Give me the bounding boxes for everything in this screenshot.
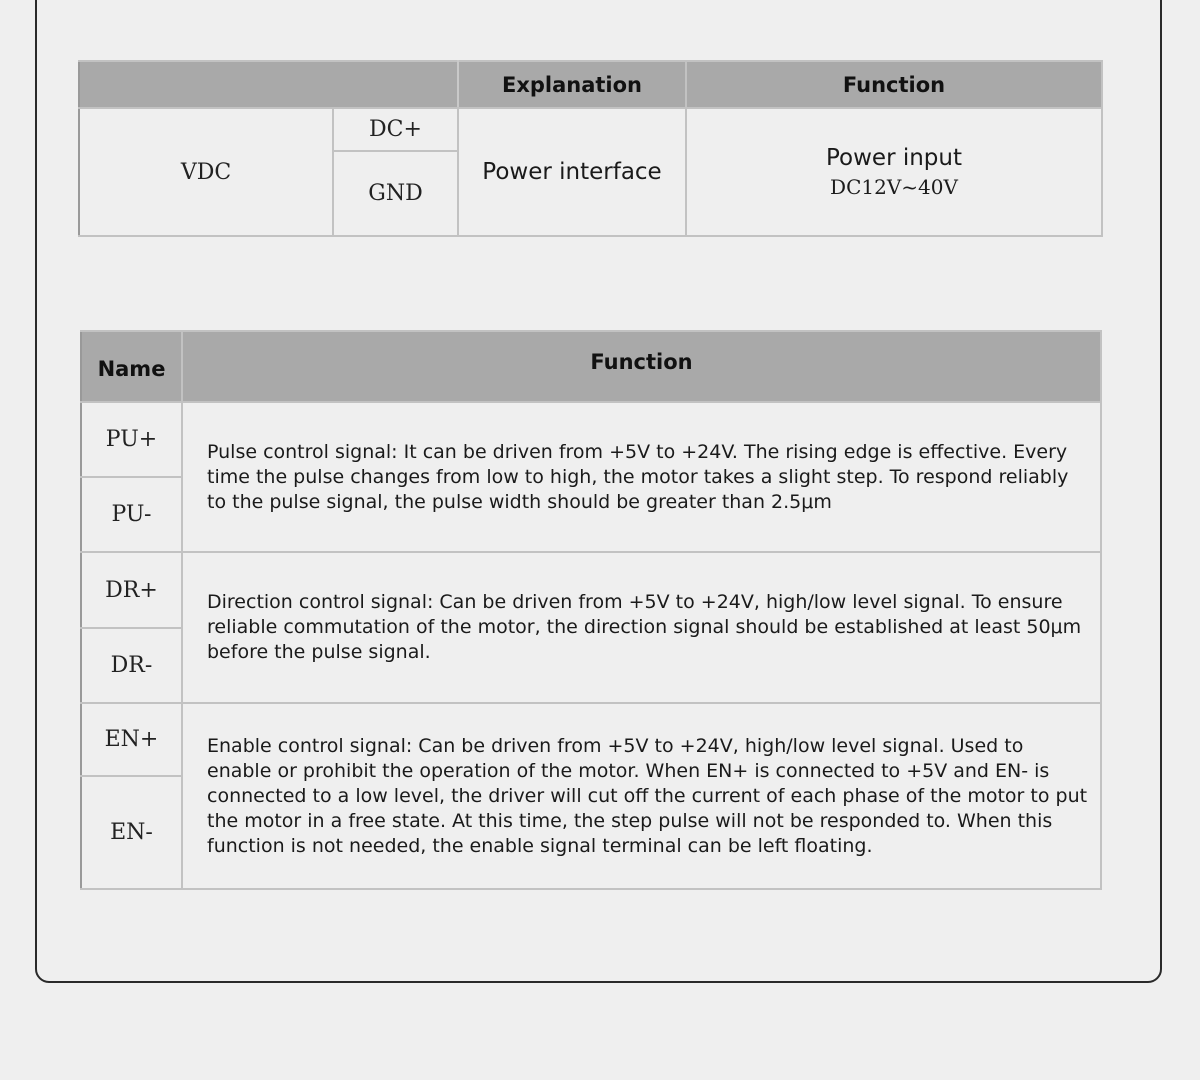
pin-dr-plus: DR+	[81, 552, 182, 628]
header-blank-cell	[79, 61, 458, 108]
pulse-description: Pulse control signal: It can be driven from +5V to +24V. The rising edge is effective. Every time the pulse changes from low to high, the motor takes a slight step. To respond reliably to the pulse signal, the pulse width should be greater than 2.5μm	[182, 402, 1101, 552]
header-explanation: Explanation	[458, 61, 686, 108]
power-function-title: Power input	[825, 145, 962, 171]
power-function-range: DC12V~40V	[830, 175, 958, 199]
signal-table	[80, 330, 1102, 890]
pin-en-plus: EN+	[81, 703, 182, 776]
signal-table-header-row	[81, 331, 1101, 402]
signal-row-direction	[81, 552, 1101, 628]
pin-pu-plus: PU+	[81, 402, 182, 477]
power-table-header-row	[79, 61, 1102, 108]
power-explanation: Power interface	[458, 108, 686, 236]
pin-en-minus: EN-	[81, 776, 182, 889]
signal-row-pulse	[81, 402, 1101, 477]
direction-description: Direction control signal: Can be driven from +5V to +24V, high/low level signal. To ensure reliable commutation of the motor, the direction signal should be established at least 50μm before the pulse signal.	[182, 552, 1101, 703]
power-row	[79, 108, 1102, 151]
header-signal-function: Function	[182, 331, 1101, 402]
pin-dr-minus: DR-	[81, 628, 182, 703]
power-table	[78, 60, 1103, 237]
pin-dc-plus: DC+	[333, 108, 458, 151]
enable-description: Enable control signal: Can be driven from +5V to +24V, high/low level signal. Used to enable or prohibit the operation of the motor. When EN+ is connected to +5V and EN- is connected to a low level, the driver will cut off the current of each phase of the motor to put the motor in a free state. At this time, the step pulse will not be responded to. When this function is not needed, the enable signal terminal can be left floating.	[182, 703, 1101, 889]
power-function-cell	[686, 108, 1102, 236]
power-name-vdc: VDC	[79, 108, 333, 236]
pin-gnd: GND	[333, 151, 458, 236]
pin-pu-minus: PU-	[81, 477, 182, 552]
header-name: Name	[81, 331, 182, 402]
signal-row-enable	[81, 703, 1101, 776]
header-function: Function	[686, 61, 1102, 108]
